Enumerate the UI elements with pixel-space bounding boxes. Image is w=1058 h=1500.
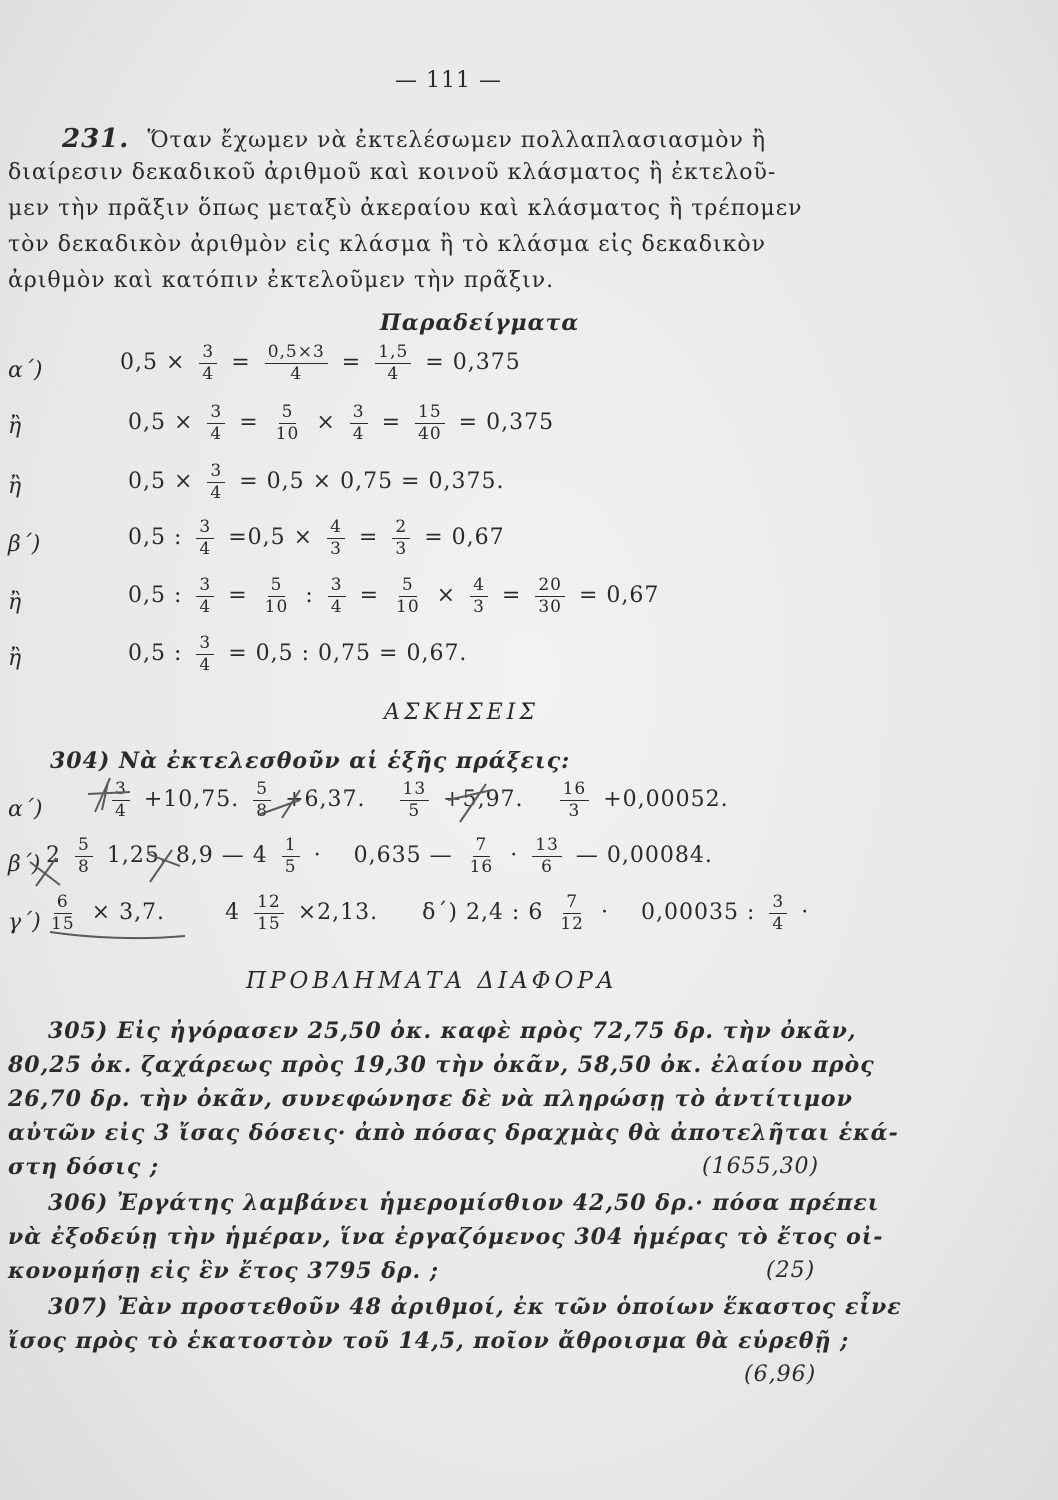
example-a1: 0,5 × $\frac{3}{4}$ = $\frac{0,5\times 3}{4}$ = $\frac{1,5}{4}$ = 0,375 (120, 342, 521, 384)
exercise-304-intro: 304) Νὰ ἐκτελεσθοῦν αἱ ἑξῆς πράξεις: (50, 748, 571, 774)
fraction: $\frac{3}{4}$ (196, 576, 214, 616)
exercise-label-c: γ΄) (8, 910, 41, 935)
exercise-row-c: $\frac{6}{15}$ × 3,7. 4 $\frac{12}{15}$ ×2,13. δ΄) 2,4 : 6 $\frac{7}{12}$ · 0,00035 : $\frac{3}{4}$ · (42, 893, 809, 933)
example-label-b: β΄) (8, 532, 41, 557)
fraction: $\frac{12}{15}$ (254, 893, 284, 933)
fraction: $\frac{3}{4}$ (112, 780, 130, 820)
page-number: — 111 — (395, 68, 502, 93)
fraction: $\frac{3}{4}$ (350, 403, 368, 443)
or-label: ἢ (8, 474, 22, 499)
problem-305-line-4: αὐτῶν εἰς 3 ἴσας δόσεις· ἀπὸ πόσας δραχμὰς θὰ ἀποτελῆται ἑκά- (8, 1120, 899, 1146)
problem-307-line-2: ἴσος πρὸς τὸ ἑκατοστὸν τοῦ 14,5, ποῖον ἄθροισμα θὰ εὑρεθῇ ; (8, 1328, 850, 1354)
problem-306-answer: (25) (766, 1258, 816, 1283)
fraction: $\frac{3}{4}$ (196, 634, 214, 674)
example-b2: 0,5 : $\frac{3}{4}$ = $\frac{5}{10}$ : $\frac{3}{4}$ = $\frac{5}{10}$ × $\frac{4}{3}$ = $\frac{20}{30}$ = 0,67 (128, 575, 660, 617)
fraction: $\frac{3}{4}$ (196, 518, 214, 558)
fraction: $\frac{4}{3}$ (327, 518, 345, 558)
or-label: ἢ (8, 414, 22, 439)
examples-heading: Παραδείγματα (380, 310, 580, 336)
intro-line-1 (62, 124, 766, 154)
exercise-label-a: α΄) (8, 797, 43, 822)
problem-305-line-3: 26,70 δρ. τὴν ὀκᾶν, συνεφώνησε δὲ νὰ πληρώσῃ τὸ ἀντίτιμον (8, 1086, 853, 1112)
fraction: $\frac{16}{3}$ (560, 780, 590, 820)
fraction: $\frac{3}{4}$ (207, 462, 225, 502)
problem-307-answer: (6,96) (744, 1362, 817, 1387)
fraction: $\frac{5}{8}$ (75, 836, 93, 876)
fraction: $\frac{7}{12}$ (560, 892, 584, 934)
fraction: $\frac{7}{16}$ (469, 835, 494, 877)
example-a2: 0,5 × $\frac{3}{4}$ = $\frac{5}{10}$ × $\frac{3}{4}$ = $\frac{15}{40}$ = 0,375 (128, 402, 555, 444)
problem-305-line-2: 80,25 ὀκ. ζαχάρεως πρὸς 19,30 τὴν ὀκᾶν, 58,50 ὀκ. ἐλαίου πρὸς (8, 1052, 875, 1078)
fraction: $\frac{13}{5}$ (400, 780, 430, 820)
section-number: 231. (62, 124, 130, 154)
fraction: $\frac{0,5\times 3}{4}$ (265, 343, 328, 383)
or-label: ἢ (8, 590, 22, 615)
fraction: $\frac{5}{10}$ (396, 575, 420, 617)
exercise-label-b: β΄) (8, 852, 41, 877)
example-b1: 0,5 : $\frac{3}{4}$ =0,5 × $\frac{4}{3}$ = $\frac{2}{3}$ = 0,67 (128, 517, 505, 559)
intro-text-1: Ὅταν ἔχωμεν νὰ ἐκτελέσωμεν πολλαπλασιασμὸν ἢ (147, 128, 767, 153)
fraction: $\frac{20}{30}$ (535, 576, 565, 616)
fraction: $\frac{3}{4}$ (207, 403, 225, 443)
problem-307-line-1: 307) Ἐὰν προστεθοῦν 48 ἀριθμοί, ἐκ τῶν ὁποίων ἕκαστος εἶνε (48, 1294, 902, 1320)
exercise-row-b: 2 $\frac{5}{8}$ 1,25. 8,9 — 4 $\frac{1}{5}$ · 0,635 — $\frac{7}{16}$ · $\frac{13}{6}$ — 0,00084. (46, 835, 713, 877)
problem-305-line-1: 305) Εἰς ἠγόρασεν 25,50 ὀκ. καφὲ πρὸς 72,75 δρ. τὴν ὀκᾶν, (48, 1018, 857, 1044)
fraction: $\frac{4}{3}$ (470, 576, 488, 616)
problem-306-line-2: νὰ ἐξοδεύῃ τὴν ἡμέραν, ἵνα ἐργαζόμενος 304 ἡμέρας τὸ ἔτος οἰ- (8, 1224, 884, 1250)
problem-306-line-3: κονομήσῃ εἰς ἓν ἔτος 3795 δρ. ; (8, 1258, 439, 1284)
intro-line-2: διαίρεσιν δεκαδικοῦ ἀριθμοῦ καὶ κοινοῦ κλάσματος ἢ ἐκτελοῦ- (8, 160, 777, 185)
fraction: $\frac{2}{3}$ (392, 518, 410, 558)
or-label: ἢ (8, 646, 22, 671)
handwritten-marks (0, 770, 1058, 970)
fraction: $\frac{1}{5}$ (282, 836, 300, 876)
intro-line-4: τὸν δεκαδικὸν ἀριθμὸν εἰς κλάσμα ἢ τὸ κλάσμα εἰς δεκαδικὸν (8, 232, 767, 257)
fraction: $\frac{6}{15}$ (51, 892, 75, 934)
fraction: $\frac{1,5}{4}$ (375, 343, 411, 383)
fraction: $\frac{5}{10}$ (264, 575, 289, 617)
example-label-a: α΄) (8, 358, 43, 383)
fraction: $\frac{5}{8}$ (253, 780, 271, 820)
problems-heading: ΠΡΟΒΛΗΜΑΤΑ ΔΙΑΦΟΡΑ (246, 968, 618, 994)
exercise-row-a: $\frac{3}{4}$ +10,75. $\frac{5}{8}$ +6,37. $\frac{13}{5}$ +5,97. $\frac{16}{3}$ +0,00052. (106, 780, 729, 820)
intro-line-5: ἀριθμὸν καὶ κατόπιν ἐκτελοῦμεν τὴν πρᾶξιν. (8, 268, 555, 293)
problem-305-answer: (1655,30) (702, 1154, 820, 1179)
fraction: $\frac{3}{4}$ (769, 893, 787, 933)
fraction: $\frac{3}{4}$ (328, 576, 346, 616)
exercises-heading: ΑΣΚΗΣΕΙΣ (384, 700, 539, 725)
example-b3: 0,5 : $\frac{3}{4}$ = 0,5 : 0,75 = 0,67. (128, 633, 468, 675)
fraction: $\frac{3}{4}$ (199, 343, 217, 383)
fraction: $\frac{15}{40}$ (415, 403, 445, 443)
intro-line-3: μεν τὴν πρᾶξιν ὅπως μεταξὺ ἀκεραίου καὶ κλάσματος ἢ τρέπομεν (8, 196, 803, 221)
example-a3: 0,5 × $\frac{3}{4}$ = 0,5 × 0,75 = 0,375. (128, 461, 505, 503)
problem-305-line-5: στη δόσις ; (8, 1154, 160, 1180)
problem-306-line-1: 306) Ἐργάτης λαμβάνει ἡμερομίσθιον 42,50 δρ.· πόσα πρέπει (48, 1190, 880, 1216)
fraction: $\frac{5}{10}$ (275, 402, 300, 444)
fraction: $\frac{13}{6}$ (532, 836, 562, 876)
